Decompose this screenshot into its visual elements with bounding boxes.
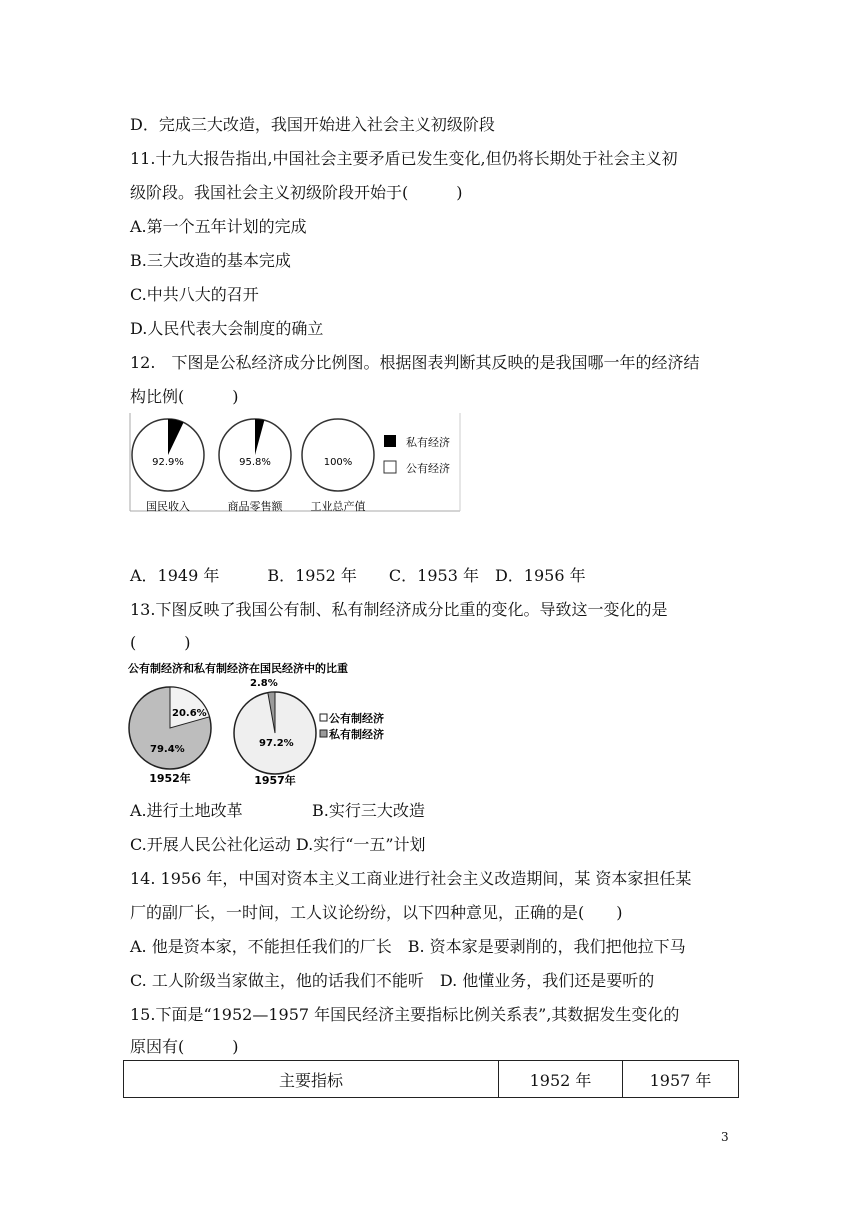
q13-figure-title: 公有制经济和私有制经济在国民经济中的比重	[128, 662, 348, 675]
legend-public-label: 公有经济	[406, 462, 450, 475]
table-header-1957: 1957 年	[623, 1061, 739, 1098]
q13-1957-public-value: 97.2%	[259, 738, 294, 749]
q13-pie-1952	[129, 687, 211, 785]
q13-stem-line2: ( )	[130, 633, 191, 652]
q13-legend-public-label: 公有制经济	[329, 712, 384, 725]
q14-options-ab: A. 他是资本家，不能担任我们的厂长 B. 资本家是要剥削的，我们把他拉下马	[130, 937, 686, 956]
q11-option-c: C.中共八大的召开	[130, 285, 259, 304]
q13-pie-figure	[126, 660, 406, 786]
legend-private-swatch	[384, 435, 396, 447]
q13-1952-public-value: 20.6%	[172, 708, 207, 719]
q13-1957-year: 1957年	[254, 774, 296, 786]
q15-stem-line2: 原因有( )	[130, 1037, 239, 1056]
q11-option-d: D.人民代表大会制度的确立	[130, 319, 324, 338]
q12-pie-1-value: 92.9%	[152, 457, 184, 468]
q12-pie-1	[132, 419, 204, 513]
q12-pie-3-value: 100%	[323, 457, 353, 468]
table-header-1952: 1952 年	[499, 1061, 623, 1098]
legend-public-swatch	[384, 461, 396, 473]
q13-1952-year: 1952年	[149, 772, 191, 785]
q13-option-b: B.实行三大改造	[312, 801, 425, 820]
q13-legend	[320, 711, 384, 741]
q13-option-a: A.进行土地改革	[130, 801, 243, 820]
q11-option-b: B.三大改造的基本完成	[130, 251, 291, 270]
q14-options-cd: C. 工人阶级当家做主，他的话我们不能听 D. 他懂业务，我们还是要听的	[130, 971, 655, 990]
q15-stem-line1: 15.下面是“1952—1957 年国民经济主要指标比例关系表”,其数据发生变化的	[130, 1005, 680, 1024]
table-row	[124, 1061, 739, 1098]
q13-stem-line1: 13.下图反映了我国公有制、私有制经济成分比重的变化。导致这一变化的是	[130, 600, 668, 619]
table-header-indicator: 主要指标	[124, 1061, 499, 1098]
q12-pie-figure	[128, 413, 462, 513]
q11-stem-line1: 11.十九大报告指出,中国社会主要矛盾已发生变化,但仍将长期处于社会主义初	[130, 149, 678, 168]
q12-pie-3-label: 工业总产值	[310, 500, 366, 513]
q13-pie-1957	[234, 678, 316, 786]
q12-pie-1-label: 国民收入	[146, 500, 190, 513]
q13-1952-private-value: 79.4%	[150, 744, 185, 755]
q12-pie-3	[302, 419, 374, 513]
q14-stem-line2: 厂的副厂长，一时间，工人议论纷纷，以下四种意见，正确的是( )	[130, 903, 623, 922]
q13-1957-private-value: 2.8%	[250, 678, 278, 689]
q13-legend-public-swatch	[320, 714, 327, 721]
q12-legend	[384, 435, 450, 475]
q12-pie-2-value: 95.8%	[239, 457, 271, 468]
q12-stem-line2: 构比例( )	[130, 387, 239, 406]
q10-option-d: D．完成三大改造，我国开始进入社会主义初级阶段	[130, 115, 495, 134]
q13-options-cd: C.开展人民公社化运动 D.实行“一五”计划	[130, 835, 426, 854]
page-number: 3	[721, 1130, 729, 1144]
q14-stem-line1: 14. 1956 年，中国对资本主义工商业进行社会主义改造期间，某 资本家担任某	[130, 869, 692, 888]
q12-pie-2-label: 商品零售额	[227, 500, 283, 513]
q12-pie-2	[219, 419, 291, 513]
q15-table	[123, 1060, 739, 1098]
q11-stem-line2: 级阶段。我国社会主义初级阶段开始于( )	[130, 183, 463, 202]
q13-legend-private-swatch	[320, 730, 327, 737]
q12-options: A．1949 年 B．1952 年 C．1953 年 D．1956 年	[130, 566, 586, 585]
q12-stem-line1: 12. 下图是公私经济成分比例图。根据图表判断其反映的是我国哪一年的经济结	[130, 353, 700, 372]
q11-option-a: A.第一个五年计划的完成	[130, 217, 307, 236]
legend-private-label: 私有经济	[406, 436, 450, 449]
q13-legend-private-label: 私有制经济	[329, 728, 384, 741]
